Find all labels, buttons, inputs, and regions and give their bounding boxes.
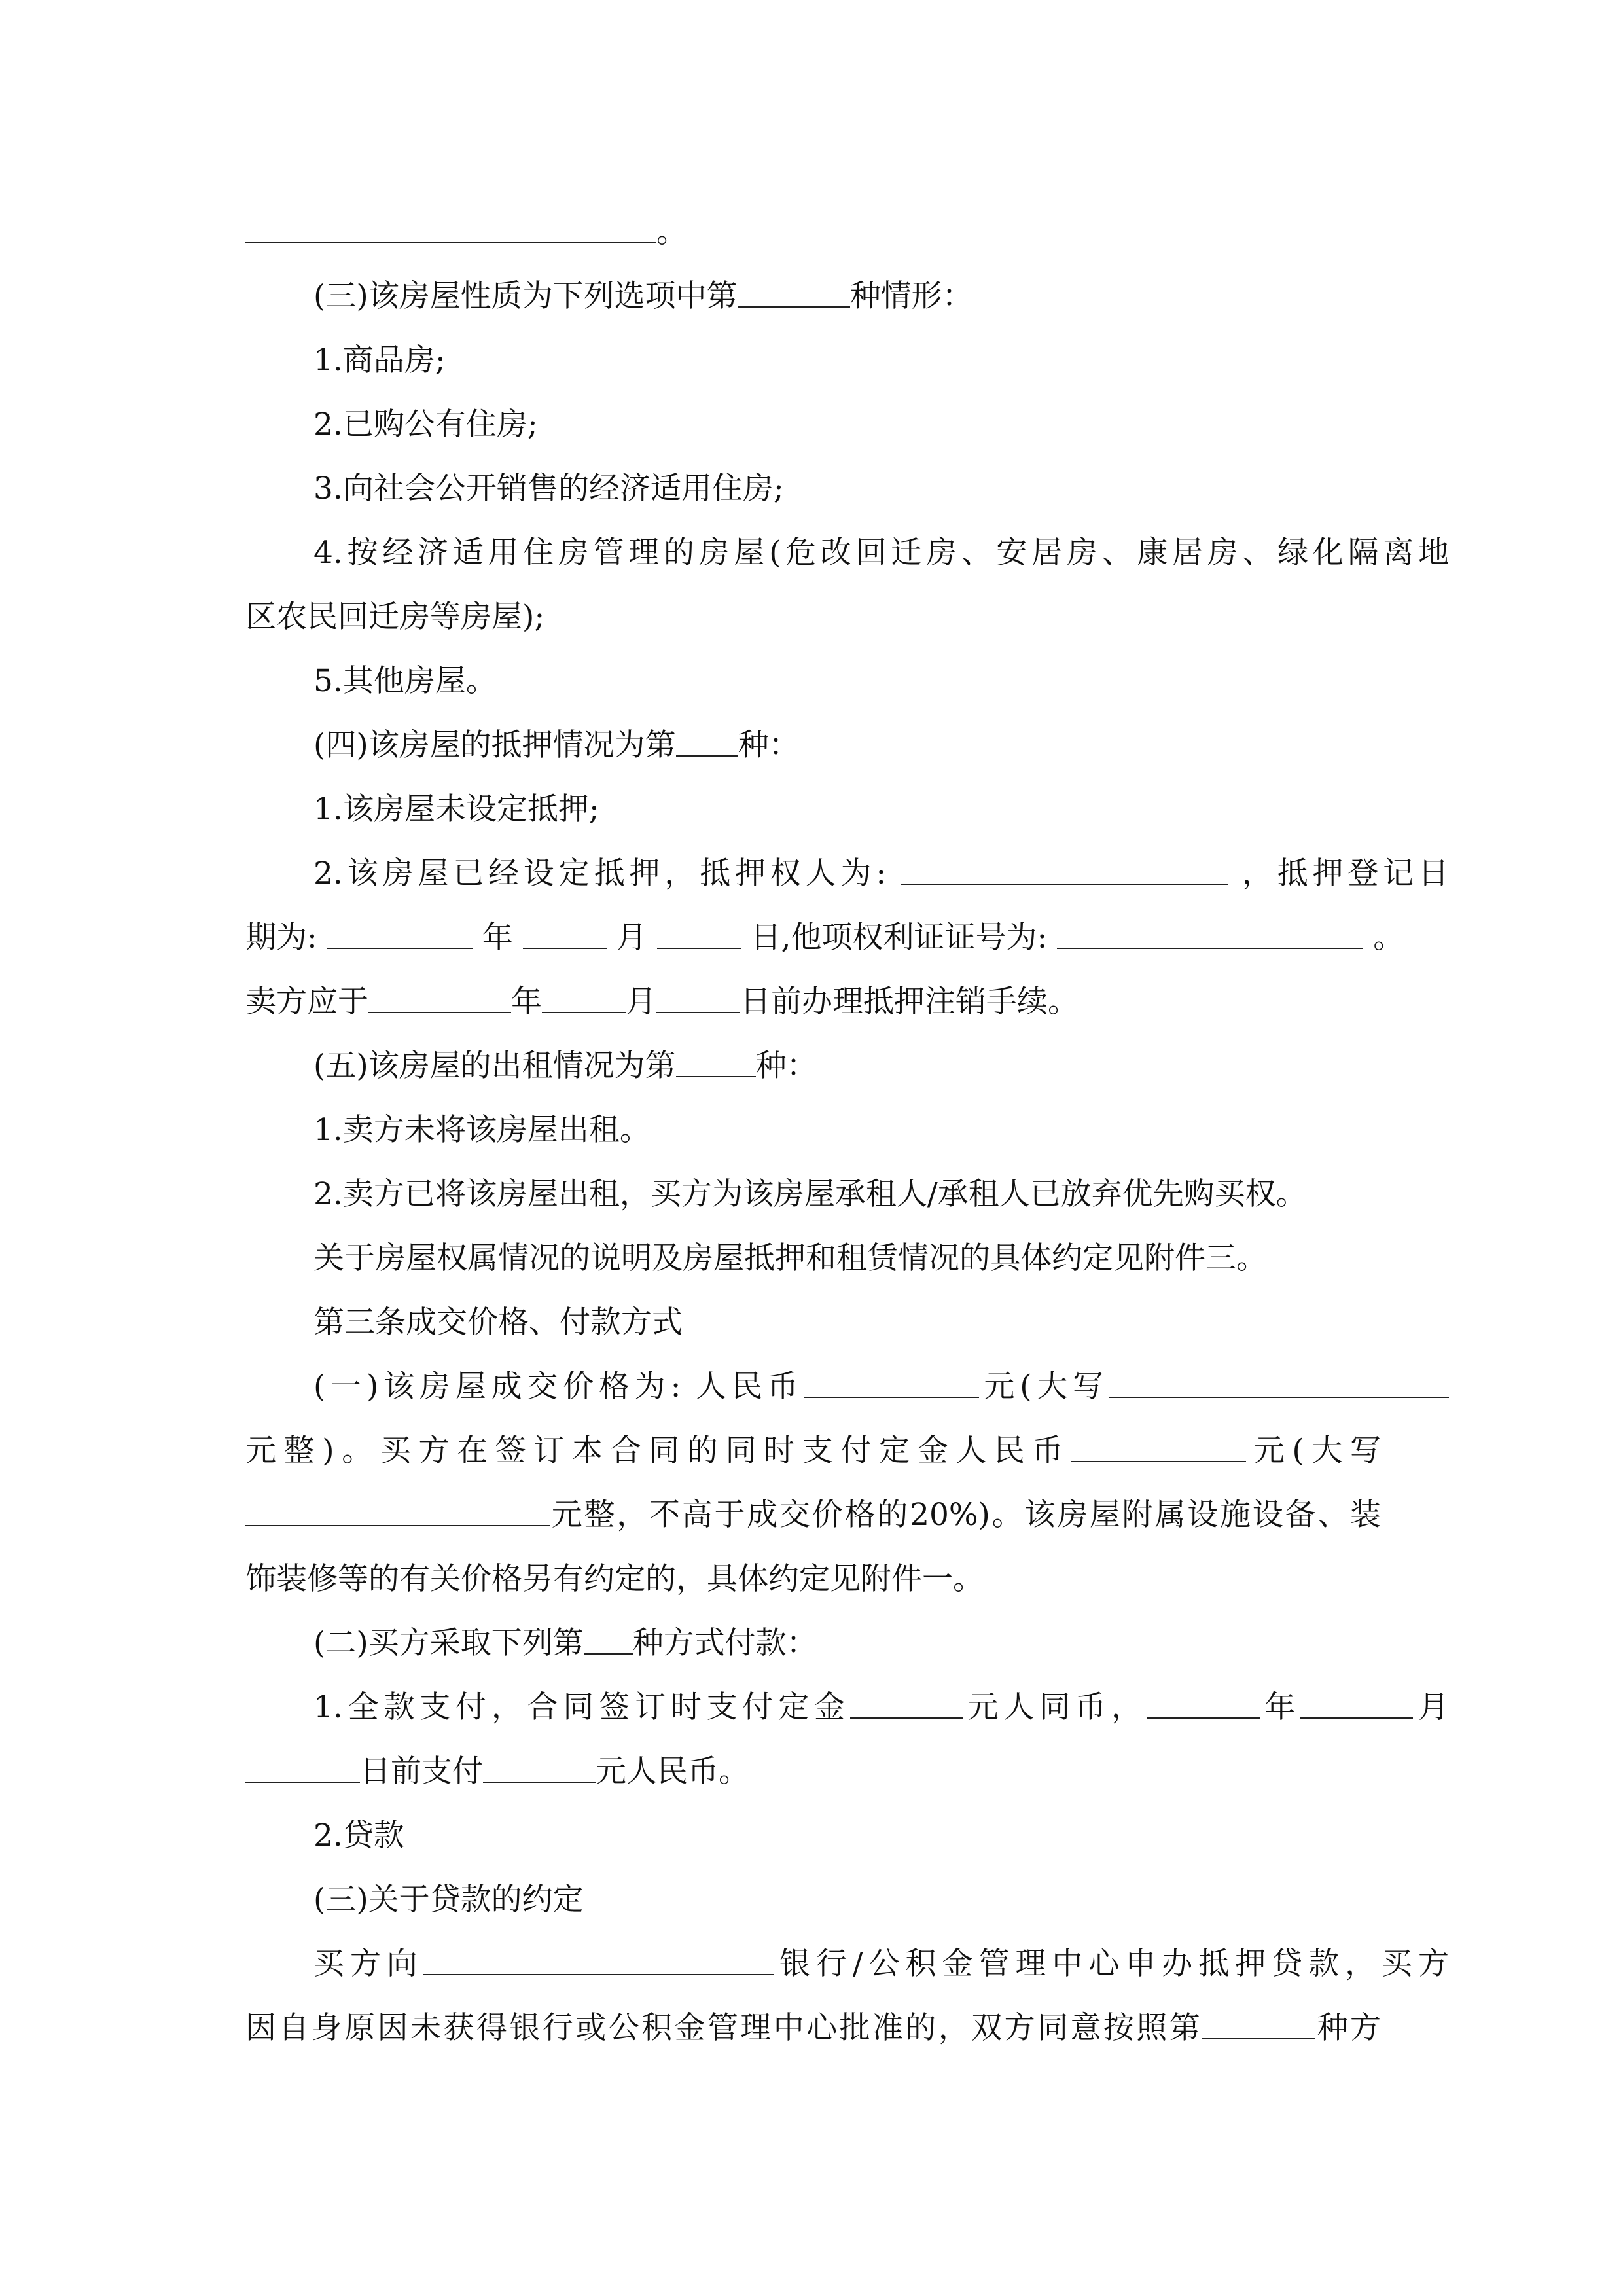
blank — [245, 1496, 550, 1527]
cancel-mortgage-line: 卖方应于 年 月 日前办理抵押注销手续。 — [245, 984, 1079, 1020]
blank — [368, 983, 511, 1014]
mortgage-date-line: 期为: 年 月 日,他项权利证证号为: 。 — [245, 920, 1404, 956]
blank — [483, 1753, 596, 1784]
price-line: (一)该房屋成交价格为: 人民币 元(大写 — [245, 1355, 1449, 1419]
blank — [738, 278, 850, 308]
article-3-heading: 第三条成交价格、付款方式 — [313, 1304, 683, 1340]
blank — [584, 1624, 633, 1655]
blank — [676, 1047, 756, 1078]
option-4-cont: 区农民回迁房等房屋); — [245, 599, 545, 635]
blank — [901, 855, 1228, 886]
blank — [850, 1689, 963, 1719]
loan-bank-line: 买方向 银行/公积金管理中心申办抵押贷款，买方 — [313, 1946, 1449, 1982]
blank — [327, 919, 473, 950]
option-2: 2.已购公有住房; — [313, 406, 538, 442]
option-1: 1.商品房; — [313, 342, 446, 378]
blank — [804, 1368, 979, 1399]
blank — [1071, 1432, 1246, 1463]
option-5: 5.其他房屋。 — [313, 663, 497, 699]
blank — [1202, 2009, 1315, 2040]
full-payment-line: 1.全款支付，合同签订时支付定金 元人同币， 年 月 — [313, 1689, 1450, 1725]
blank — [1057, 919, 1363, 950]
blank — [523, 919, 607, 950]
blank — [245, 1753, 360, 1784]
loan-heading: (三)关于贷款的约定 — [313, 1882, 584, 1918]
blank — [245, 213, 656, 244]
fixtures-line: 饰装修等的有关价格另有约定的，具体约定见附件一。 — [245, 1561, 984, 1597]
mortgage-option-1: 1.该房屋未设定抵押; — [313, 791, 599, 827]
blank — [656, 983, 740, 1014]
lease-option-1: 1.卖方未将该房屋出租。 — [313, 1112, 651, 1148]
blank — [542, 983, 626, 1014]
full-payment-cont: 日前支付 元人民币。 — [245, 1740, 1381, 1804]
line-1: 。 — [245, 200, 1381, 264]
blank — [1300, 1689, 1413, 1719]
blank — [657, 919, 741, 950]
blank — [423, 1945, 774, 1976]
loan-failure-line: 因自身原因未获得银行或公积金管理中心批准的，双方同意按照第 种方 — [245, 2010, 1382, 2046]
option-4: 4.按经济适用住房管理的房屋(危改回迁房、安居房、康居房、绿化隔离地 — [313, 535, 1449, 571]
section-5-heading: (五)该房屋的出租情况为第 种： — [313, 1048, 817, 1084]
blank — [1147, 1689, 1260, 1719]
section-3-heading: (三)该房屋性质为下列选项中第 种情形： — [313, 278, 973, 314]
section-4-heading: (四)该房屋的抵押情况为第 种： — [313, 727, 800, 763]
attachment-note: 关于房屋权属情况的说明及房屋抵押和租赁情况的具体约定见附件三。 — [313, 1240, 1267, 1276]
option-3: 3.向社会公开销售的经济适用住房; — [313, 471, 784, 507]
blank — [1109, 1368, 1449, 1399]
payment-method-heading: (二)买方采取下列第 种方式付款： — [313, 1625, 817, 1661]
lease-option-2: 2.卖方已将该房屋出租，买方为该房屋承租人/承租人已放弃优先购买权。 — [313, 1176, 1307, 1212]
deposit-cap-line: 元整，不高于成交价格的20%)。该房屋附属设施设备、装 — [245, 1483, 1381, 1547]
mortgage-option-2: 2.该房屋已经设定抵押，抵押权人为: ，抵押登记日 — [313, 855, 1449, 891]
blank — [676, 726, 738, 757]
deposit-line: 元整)。买方在签订本合同的同时支付定金人民币 元(大写 — [245, 1433, 1381, 1469]
loan-option: 2.贷款 — [313, 1818, 404, 1854]
